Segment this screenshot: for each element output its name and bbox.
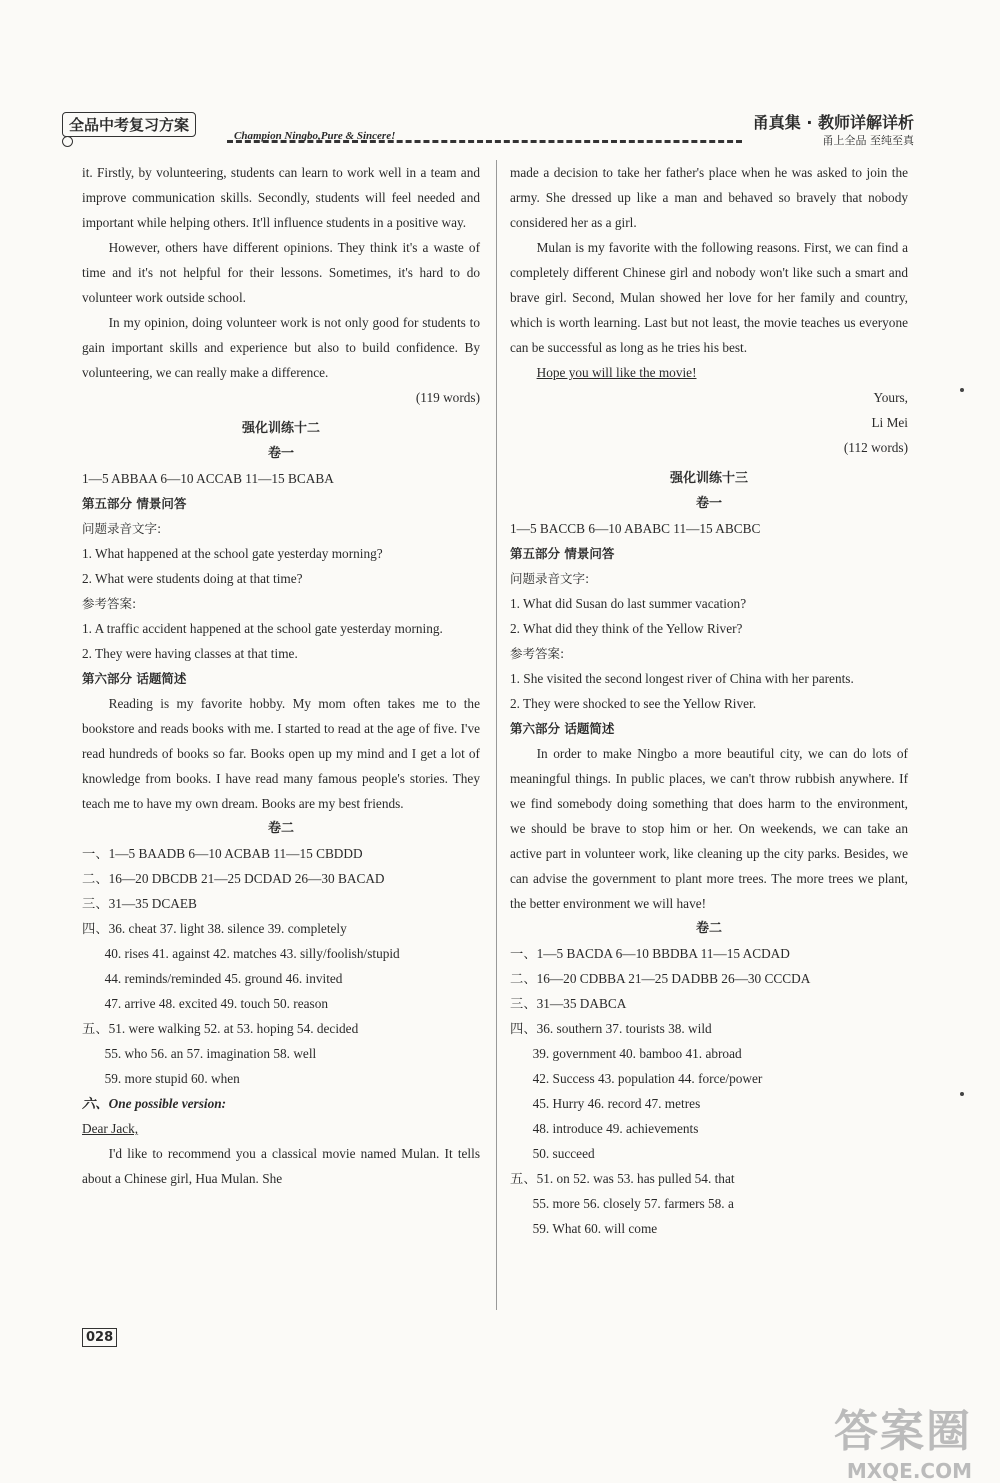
site-watermark <box>834 1395 972 1483</box>
page-header <box>62 104 914 148</box>
column-divider <box>496 160 497 1310</box>
letter-closing-line: Hope you will like the movie! <box>536 365 697 380</box>
text-line: 42. Success 43. population 44. force/power <box>532 1071 763 1086</box>
watermark-logo-text: 答案圈 <box>834 1406 972 1457</box>
header-motto: Champion Ningbo,Pure & Sincere! <box>234 130 396 142</box>
question-label: 问题录音文字: <box>82 521 162 536</box>
reference-label: 参考答案: <box>82 596 137 611</box>
topic-paragraph: Reading is my favorite hobby. My mom often takes me to the bookstore and reads books with me. I started to read at the age of five. I've read hundreds of books so far. Books open up my mind and I get a lot of knowledge from books. I have read many famous people's stories. They teach me to have my own dream. Books are my best friends. <box>82 696 480 811</box>
paper-one-answers: 1—5 BACCB 6—10 ABABC 11—15 ABCBC <box>510 521 761 536</box>
paper-one-heading: 卷一 <box>695 496 722 511</box>
text-line: it. Firstly, by volunteering, students can learn to work well in a team and improve communication skills. Secondly, students will feel needed and important while helping others. It'll influence students in a positive way. <box>82 165 480 230</box>
text-line: 二、16—20 CDBBA 21—25 DADBB 26—30 CCCDA <box>510 971 811 986</box>
essay-continuation <box>82 160 480 385</box>
answer-item: 2. They were shocked to see the Yellow River. <box>510 696 757 711</box>
page-number: 028 <box>82 1328 117 1347</box>
text-line: made a decision to take her father's place when he was asked to join the army. She dressed up like a man and behaved so bravely that nobody considered her as a girl. <box>510 165 908 230</box>
right-column <box>510 160 908 1241</box>
letter-salutation: Dear Jack, <box>82 1121 139 1136</box>
header-circle-ornament <box>62 136 73 147</box>
paper-one-answers: 1—5 ABBAA 6—10 ACCAB 11—15 BCABA <box>82 471 334 486</box>
question-item: 1. What did Susan do last summer vacation? <box>510 596 747 611</box>
text-line: 一、1—5 BACDA 6—10 BBDBA 11—15 ACDAD <box>510 946 790 961</box>
margin-dot <box>960 1092 964 1096</box>
text-line: 45. Hurry 46. record 47. metres <box>532 1096 701 1111</box>
text-line: 一、1—5 BAADB 6—10 ACBAB 11—15 CBDDD <box>82 846 363 861</box>
header-right-title: 甬真集 · 教师详解详析 <box>752 113 914 132</box>
paper-one-heading: 卷一 <box>267 446 294 461</box>
topic-paragraph: In order to make Ningbo a more beautiful city, we can do lots of meaningful things. In public places, we can't throw rubbish anywhere. If we find somebody doing something that does harm to the environment, we should be brave to stop him or her. On weekends, we can take an active part in volunteer work, like cleaning up the city parks. Besides, we can advise the government to plant more trees. The more trees we plant, the better environment we will have! <box>510 746 908 911</box>
text-line: Mulan is my favorite with the following reasons. First, we can find a completely different Chinese girl and nobody won't like such a smart and brave girl. Second, Mulan showed her love for her family and country, which is worth learning. Last but not least, the movie teaches us everyone can be successful as long as he tries his best. <box>510 240 908 355</box>
question-item: 2. What were students doing at that time? <box>82 571 303 586</box>
part-six-title: 第六部分 话题简述 <box>510 721 615 736</box>
paper-two-heading: 卷二 <box>267 821 294 836</box>
text-line: 59. more stupid 60. when <box>104 1071 240 1086</box>
answer-item: 2. They were having classes at that time. <box>82 646 298 661</box>
letter-continuation <box>510 160 908 360</box>
section-title: 强化训练十二 <box>241 421 320 436</box>
text-line: 39. government 40. bamboo 41. abroad <box>532 1046 742 1061</box>
paper-two-answers <box>82 841 480 1091</box>
margin-dot <box>960 388 964 392</box>
answer-item: 1. She visited the second longest river of China with her parents. <box>510 671 854 686</box>
watermark-url: MXQE.COM <box>846 1459 972 1483</box>
writing-version-label: 六、One possible version: <box>82 1096 227 1111</box>
text-line: 47. arrive 48. excited 49. touch 50. reason <box>104 996 329 1011</box>
header-right-subtitle: 甬上全品 至纯至真 <box>822 134 914 147</box>
book-series-title: 全品中考复习方案 <box>62 112 196 137</box>
part-six-title: 第六部分 话题简述 <box>82 671 187 686</box>
left-column <box>82 160 480 1191</box>
text-line: 三、31—35 DABCA <box>510 996 627 1011</box>
header-dashed-rule <box>227 140 742 143</box>
text-line: 四、36. cheat 37. light 38. silence 39. completely <box>82 921 347 936</box>
reference-label: 参考答案: <box>510 646 565 661</box>
text-line: 五、51. on 52. was 53. has pulled 54. that <box>510 1171 735 1186</box>
text-line: In my opinion, doing volunteer work is not only good for students to gain important skills and experience but also to build confidence. By volunteering, we can really make a difference. <box>82 315 480 380</box>
text-line: 三、31—35 DCAEB <box>82 896 197 911</box>
word-count: (119 words) <box>415 390 480 405</box>
question-label: 问题录音文字: <box>510 571 590 586</box>
text-line: 55. more 56. closely 57. farmers 58. a <box>532 1196 734 1211</box>
word-count: (112 words) <box>843 440 908 455</box>
text-line: 四、36. southern 37. tourists 38. wild <box>510 1021 712 1036</box>
text-line: 五、51. were walking 52. at 53. hoping 54. decided <box>82 1021 359 1036</box>
letter-yours: Yours, <box>873 390 908 405</box>
text-line: 55. who 56. an 57. imagination 58. well <box>104 1046 317 1061</box>
text-line: 48. introduce 49. achievements <box>532 1121 699 1136</box>
section-title: 强化训练十三 <box>669 471 748 486</box>
answer-item: 1. A traffic accident happened at the school gate yesterday morning. <box>82 621 443 636</box>
paper-two-heading: 卷二 <box>695 921 722 936</box>
text-line: 59. What 60. will come <box>532 1221 658 1236</box>
part-five-title: 第五部分 情景问答 <box>510 546 615 561</box>
paper-two-answers <box>510 941 908 1241</box>
text-line: 50. succeed <box>532 1146 595 1161</box>
question-item: 2. What did they think of the Yellow River? <box>510 621 743 636</box>
text-line: 40. rises 41. against 42. matches 43. silly/foolish/stupid <box>104 946 400 961</box>
letter-paragraph: I'd like to recommend you a classical movie named Mulan. It tells about a Chinese girl, Hua Mulan. She <box>82 1146 480 1186</box>
text-line: However, others have different opinions. They think it's a waste of time and it's not helpful for their lessons. Sometimes, it's hard to do volunteer work outside school. <box>82 240 480 305</box>
text-line: 44. reminds/reminded 45. ground 46. invited <box>104 971 343 986</box>
text-line: 二、16—20 DBCDB 21—25 DCDAD 26—30 BACAD <box>82 871 385 886</box>
part-five-title: 第五部分 情景问答 <box>82 496 187 511</box>
letter-signer: Li Mei <box>871 415 908 430</box>
question-item: 1. What happened at the school gate yesterday morning? <box>82 546 383 561</box>
